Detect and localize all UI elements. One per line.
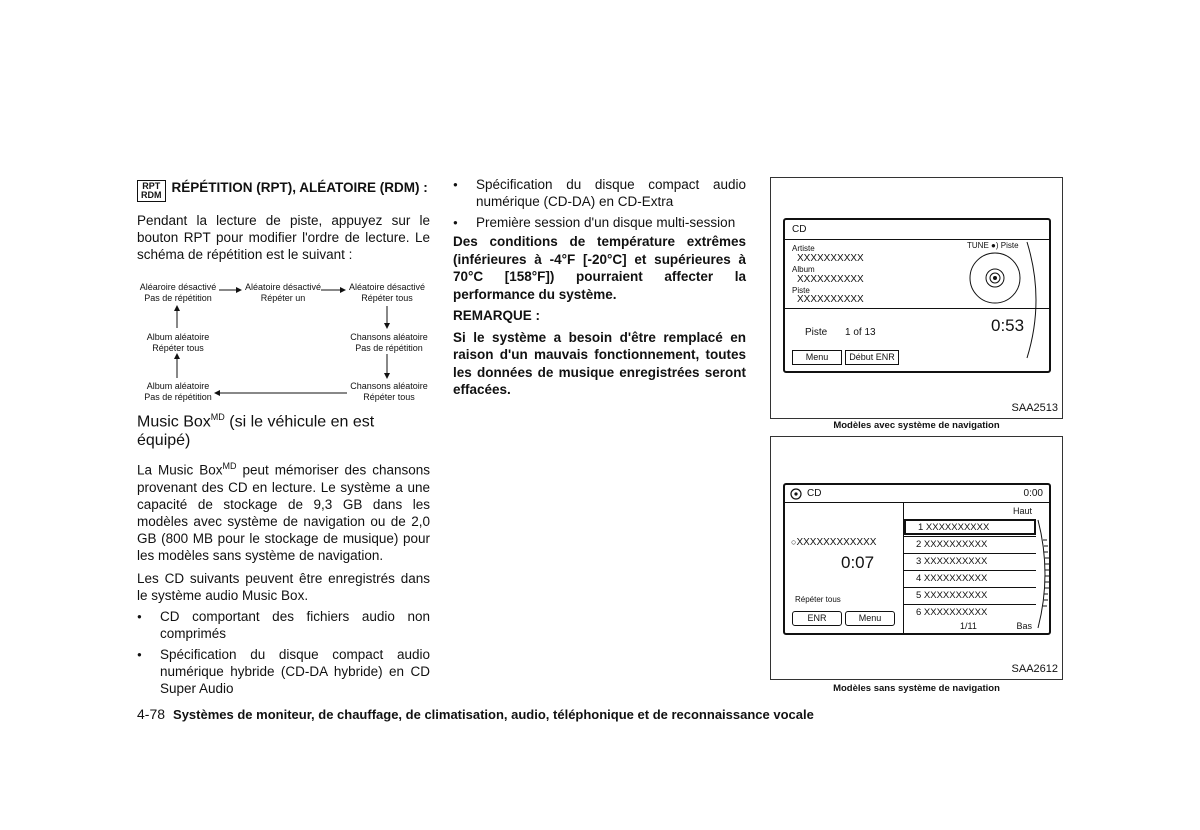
music-box-paragraph: La Music Box$^{MD}$ peut mémoriser des chansons provenant des CD en lecture. Le système a une capacité de stockage de 9,3 GB dans les modèles avec système de navigation ou de 2,0 GB (800 MB pour le stockage de musique) pour les modèles sans système de navigation. (137, 461, 430, 563)
track-list-item[interactable]: 3 XXXXXXXXXX (904, 553, 1036, 569)
cd-screen-no-nav (783, 483, 1051, 635)
cd-disc-icon (967, 250, 1023, 306)
tune-knob-arc (1023, 240, 1045, 360)
page-number: 4-78 (137, 706, 166, 722)
menu-button[interactable]: Menu (792, 350, 842, 365)
figure-frame-nav (770, 177, 1063, 419)
track-list-item[interactable]: 4 XXXXXXXXXX (904, 570, 1036, 586)
footer-text: Systèmes de moniteur, de chauffage, de climatisation, audio, téléphonique et de reconnaissance vocale (173, 707, 814, 722)
repeat-diagram (137, 280, 433, 408)
menu-button[interactable]: Menu (845, 611, 895, 626)
bullet-cd-extra: ● Spécification du disque compact audio numérique (CD-DA) en CD-Extra (453, 176, 746, 210)
screen-title: CD (792, 224, 807, 235)
playback-time: 0:53 (991, 316, 1025, 335)
rpt-rdm-heading: RPT RDM RÉPÉTITION (RPT), ALÉATOIRE (RDM) : (137, 180, 430, 202)
diagram-node-album-random-all: Album aléatoire Répéter tous (146, 332, 210, 353)
repeat-mode: Répéter tous (795, 595, 841, 604)
bullet-multi-session: ● Première session d'un disque multi-session (453, 214, 746, 231)
track-list-item[interactable]: 5 XXXXXXXXXX (904, 587, 1036, 603)
diagram-node-songs-random-no-repeat: Chansons aléatoire Pas de répétition (350, 332, 428, 353)
music-box-subheading: Music Box$^{MD}$ (si le véhicule en est équipé) (137, 412, 375, 450)
tune-label: TUNE ●) Piste (967, 241, 1019, 250)
remarque-heading: REMARQUE : (453, 308, 540, 323)
temperature-warning: Des conditions de température extrêmes (inférieures à -4°F [-20°C] et supérieures à 70°C [158°F]) pourraient affecter la performance du système. (453, 234, 746, 302)
rpt-paragraph: Pendant la lecture de piste, appuyez sur le bouton RPT pour modifier l'ordre de lecture. Le schéma de répétition est le suivant : (137, 213, 430, 262)
figure-code: SAA2513 (1011, 402, 1058, 414)
scroll-top-label[interactable]: Haut (1012, 506, 1032, 516)
music-box-cd-paragraph: Les CD suivants peuvent être enregistrés dans le système audio Music Box. (137, 570, 430, 603)
page-indicator: 1/11 (960, 621, 977, 631)
track-list (903, 502, 1050, 633)
diagram-node-repeat-all: Aléatoire désactivé Répéter tous (348, 282, 426, 303)
current-track: ○XXXXXXXXXXXX (791, 537, 877, 548)
piste-label: Piste (805, 327, 828, 338)
disc-icon: ○ (791, 537, 797, 547)
diagram-node-songs-random-all: Chansons aléatoire Répéter tous (350, 381, 428, 402)
scrollbar[interactable] (1036, 518, 1050, 630)
artist-label: Artiste (792, 244, 815, 253)
track-list-item[interactable]: 2 XXXXXXXXXX (904, 536, 1036, 552)
bullet-uncompressed-cd: ● CD comportant des fichiers audio non comprimés (137, 608, 430, 642)
start-record-button[interactable]: Début ENR (845, 350, 899, 365)
playback-time: 0:07 (841, 553, 875, 572)
rpt-rdm-button-icon: RPT RDM (137, 180, 166, 202)
figure-caption-no-nav: Modèles sans système de navigation (833, 683, 1000, 694)
figure-code: SAA2612 (1011, 663, 1058, 675)
diagram-node-album-random-no-repeat: Album aléatoire Pas de répétition (144, 381, 212, 402)
diagram-node-repeat-one: Aléatoire désactivé Répéter un (244, 282, 322, 303)
track-count: 1 of 13 (845, 327, 876, 338)
remarque-text: Si le système a besoin d'être remplacé en raison d'un mauvais fonctionnement, toutes les données de musique enregistrées seront effacées. (453, 329, 746, 397)
track-value: XXXXXXXXXX (797, 294, 864, 305)
track-list-item[interactable]: 6 XXXXXXXXXX (904, 604, 1036, 620)
screen-title: CD (807, 488, 822, 499)
artist-value: XXXXXXXXXX (797, 253, 864, 264)
diagram-node-no-repeat: Aléaroire désactivé Pas de répétition (139, 282, 217, 303)
middle-column (453, 176, 746, 399)
scroll-bottom-label[interactable]: Bas (1016, 621, 1032, 631)
track-label: Piste (792, 286, 810, 295)
music-box-section (137, 408, 430, 697)
figure-frame-no-nav (770, 436, 1063, 680)
album-label: Album (792, 265, 815, 274)
record-button[interactable]: ENR (792, 611, 842, 626)
cd-screen-nav (783, 218, 1051, 373)
page-footer (137, 706, 814, 722)
bullet-hybrid-cd: ● Spécification du disque compact audio numérique hybride (CD-DA hybride) en CD Super Audio (137, 646, 430, 697)
album-value: XXXXXXXXXX (797, 274, 864, 285)
clock: 0:00 (1023, 488, 1043, 499)
track-list-item[interactable]: 1 XXXXXXXXXX (904, 519, 1036, 535)
left-column (137, 180, 430, 263)
cd-source-icon (790, 488, 802, 500)
figure-caption-nav: Modèles avec système de navigation (833, 420, 1000, 431)
